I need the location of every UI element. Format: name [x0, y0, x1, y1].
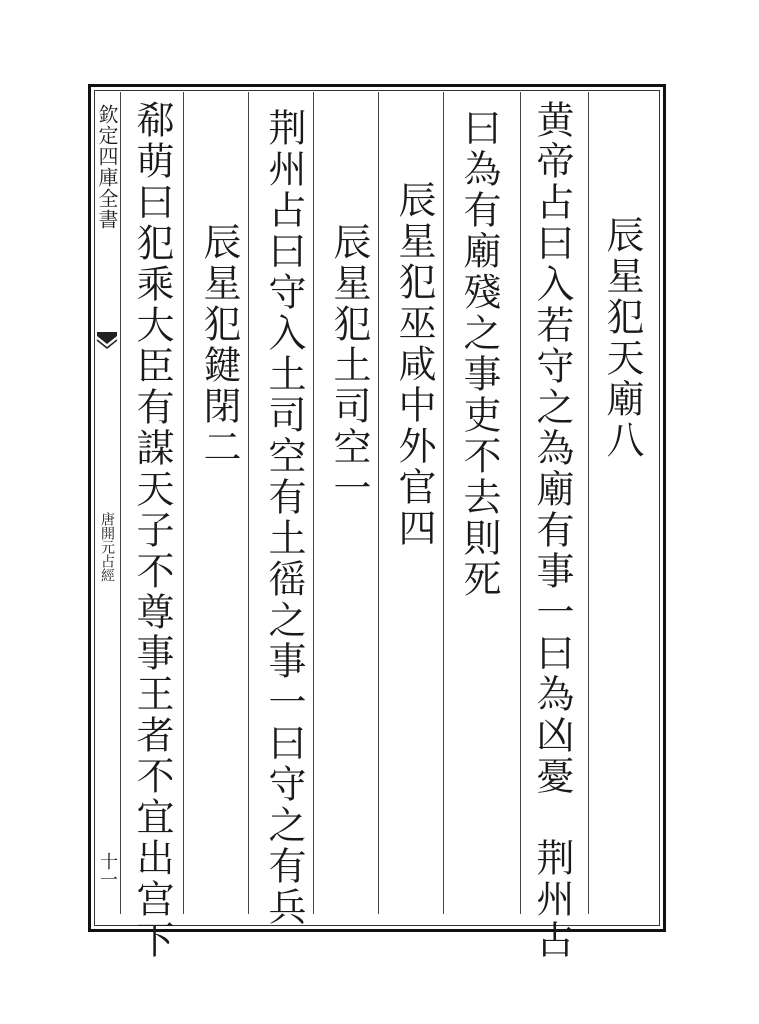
column-rule	[120, 92, 121, 914]
column-rule	[520, 92, 521, 914]
text-column-2: 黄帝占曰入若守之為廟有事一曰為凶憂 荆州占	[530, 100, 574, 961]
text-column-1: 辰星犯天廟八	[600, 215, 644, 461]
text-column-3: 曰為有廟殘之事吏不去則死	[457, 108, 501, 600]
column-rule	[183, 92, 184, 914]
text-column-6: 荆州占曰守入土司空有土徭之事一曰守之有兵	[262, 108, 306, 928]
column-rule	[313, 92, 314, 914]
page-number: 十一	[97, 852, 118, 888]
text-column-4: 辰星犯巫咸中外官四	[392, 180, 436, 549]
text-column-8: 郗萌曰犯乘大臣有謀天子不尊事王者不宜出宫下	[130, 100, 174, 961]
chapter-title: 唐開元占經	[99, 512, 115, 582]
text-column-7: 辰星犯鍵閉二	[197, 222, 241, 468]
text-column-5: 辰星犯土司空一	[327, 222, 371, 509]
column-rule	[248, 92, 249, 914]
column-rule	[443, 92, 444, 914]
page-frame-inner	[94, 90, 660, 926]
column-rule	[588, 92, 589, 914]
column-rule	[378, 92, 379, 914]
book-title: 欽定四庫全書	[95, 104, 119, 230]
margin-column	[96, 92, 118, 912]
fish-tail-icon	[96, 330, 118, 354]
